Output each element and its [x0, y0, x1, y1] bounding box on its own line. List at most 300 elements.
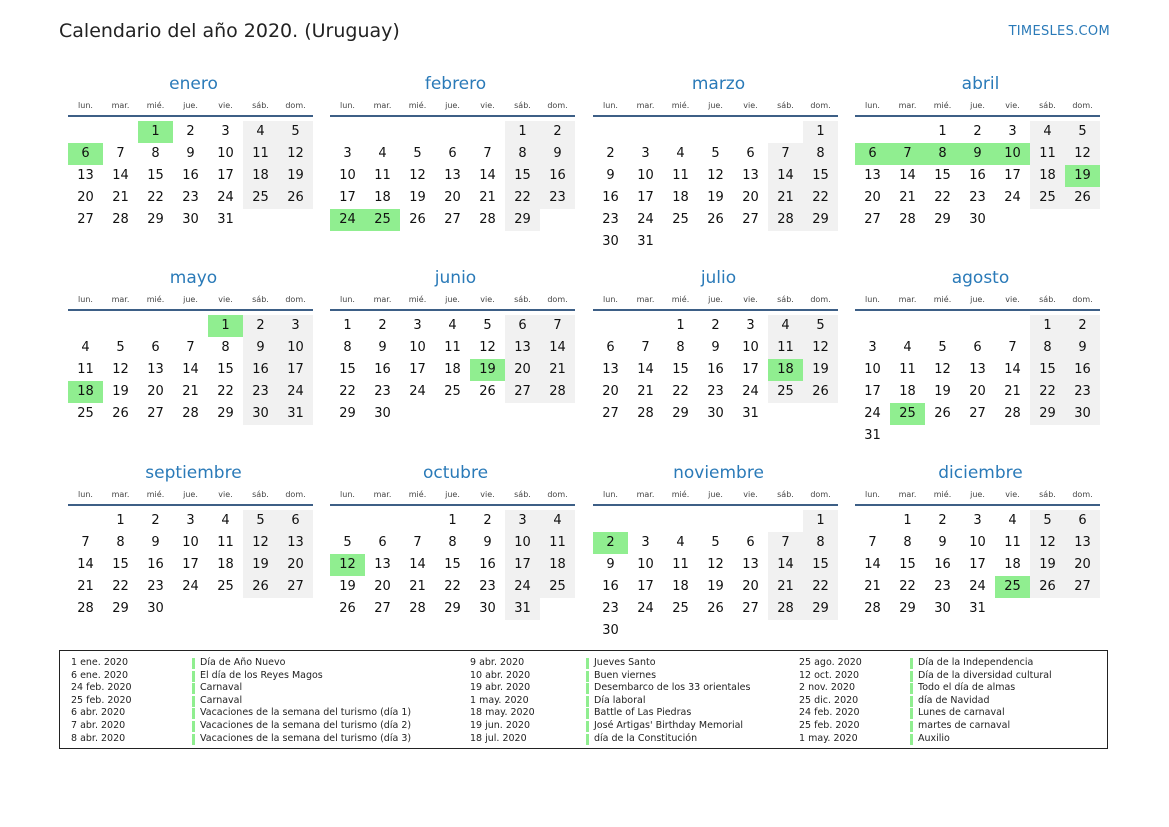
day-cell[interactable]: 24: [864, 406, 881, 421]
day-cell[interactable]: 27: [147, 406, 164, 421]
day-cell[interactable]: 21: [112, 190, 129, 205]
day-cell[interactable]: 8: [1030, 337, 1065, 359]
day-cell[interactable]: 4: [676, 535, 685, 550]
day-cell[interactable]: 27: [278, 576, 313, 598]
day-cell[interactable]: 21: [768, 576, 803, 598]
day-cell[interactable]: 16: [374, 362, 391, 377]
day-cell[interactable]: 2: [483, 513, 492, 528]
day-cell[interactable]: 26: [278, 187, 313, 209]
day-cell[interactable]: 2: [151, 513, 160, 528]
day-cell[interactable]: 6: [448, 146, 457, 161]
day-cell[interactable]: 28: [637, 406, 654, 421]
day-cell[interactable]: 29: [147, 212, 164, 227]
day-cell[interactable]: 29: [505, 209, 540, 231]
day-cell[interactable]: 4: [540, 510, 575, 532]
day-cell[interactable]: 4: [448, 318, 457, 333]
day-cell[interactable]: 7: [116, 146, 125, 161]
day-cell[interactable]: 20: [505, 359, 540, 381]
holiday-day-cell[interactable]: 6: [68, 143, 103, 165]
day-cell[interactable]: 6: [378, 535, 387, 550]
day-cell[interactable]: 5: [343, 535, 352, 550]
day-cell[interactable]: 7: [81, 535, 90, 550]
day-cell[interactable]: 20: [444, 190, 461, 205]
day-cell[interactable]: 19: [409, 190, 426, 205]
day-cell[interactable]: 13: [1065, 532, 1100, 554]
day-cell[interactable]: 9: [483, 535, 492, 550]
day-cell[interactable]: 20: [742, 579, 759, 594]
day-cell[interactable]: 30: [934, 601, 951, 616]
day-cell[interactable]: 7: [768, 143, 803, 165]
day-cell[interactable]: 4: [676, 146, 685, 161]
day-cell[interactable]: 16: [1065, 359, 1100, 381]
day-cell[interactable]: 26: [339, 601, 356, 616]
day-cell[interactable]: 14: [768, 554, 803, 576]
day-cell[interactable]: 26: [243, 576, 278, 598]
day-cell[interactable]: 17: [339, 190, 356, 205]
day-cell[interactable]: 23: [374, 384, 391, 399]
day-cell[interactable]: 24: [278, 381, 313, 403]
day-cell[interactable]: 8: [116, 535, 125, 550]
day-cell[interactable]: 17: [1004, 168, 1021, 183]
day-cell[interactable]: 14: [899, 168, 916, 183]
day-cell[interactable]: 26: [707, 212, 724, 227]
day-cell[interactable]: 21: [864, 579, 881, 594]
day-cell[interactable]: 25: [217, 579, 234, 594]
day-cell[interactable]: 19: [934, 384, 951, 399]
day-cell[interactable]: 24: [505, 576, 540, 598]
day-cell[interactable]: 10: [339, 168, 356, 183]
day-cell[interactable]: 19: [339, 579, 356, 594]
day-cell[interactable]: 8: [151, 146, 160, 161]
day-cell[interactable]: 4: [243, 121, 278, 143]
holiday-day-cell[interactable]: 18: [68, 381, 103, 403]
day-cell[interactable]: 10: [637, 557, 654, 572]
day-cell[interactable]: 13: [147, 362, 164, 377]
day-cell[interactable]: 30: [374, 406, 391, 421]
day-cell[interactable]: 19: [243, 554, 278, 576]
day-cell[interactable]: 16: [602, 579, 619, 594]
day-cell[interactable]: 14: [77, 557, 94, 572]
day-cell[interactable]: 1: [803, 510, 838, 532]
day-cell[interactable]: 8: [903, 535, 912, 550]
day-cell[interactable]: 18: [672, 190, 689, 205]
day-cell[interactable]: 22: [505, 187, 540, 209]
day-cell[interactable]: 5: [1030, 510, 1065, 532]
day-cell[interactable]: 7: [186, 340, 195, 355]
day-cell[interactable]: 19: [803, 359, 838, 381]
day-cell[interactable]: 22: [803, 576, 838, 598]
day-cell[interactable]: 17: [969, 557, 986, 572]
day-cell[interactable]: 28: [409, 601, 426, 616]
day-cell[interactable]: 10: [217, 146, 234, 161]
day-cell[interactable]: 7: [768, 532, 803, 554]
day-cell[interactable]: 19: [278, 165, 313, 187]
day-cell[interactable]: 30: [182, 212, 199, 227]
day-cell[interactable]: 25: [672, 601, 689, 616]
day-cell[interactable]: 22: [112, 579, 129, 594]
day-cell[interactable]: 3: [973, 513, 982, 528]
day-cell[interactable]: 10: [182, 535, 199, 550]
day-cell[interactable]: 2: [973, 124, 982, 139]
day-cell[interactable]: 12: [707, 557, 724, 572]
day-cell[interactable]: 2: [243, 315, 278, 337]
day-cell[interactable]: 9: [711, 340, 720, 355]
day-cell[interactable]: 31: [864, 428, 881, 443]
day-cell[interactable]: 6: [746, 535, 755, 550]
day-cell[interactable]: 5: [803, 315, 838, 337]
day-cell[interactable]: 3: [413, 318, 422, 333]
day-cell[interactable]: 24: [637, 601, 654, 616]
day-cell[interactable]: 7: [483, 146, 492, 161]
day-cell[interactable]: 13: [505, 337, 540, 359]
day-cell[interactable]: 10: [742, 340, 759, 355]
day-cell[interactable]: 14: [182, 362, 199, 377]
day-cell[interactable]: 20: [742, 190, 759, 205]
day-cell[interactable]: 23: [147, 579, 164, 594]
day-cell[interactable]: 11: [1004, 535, 1021, 550]
day-cell[interactable]: 10: [505, 532, 540, 554]
day-cell[interactable]: 11: [899, 362, 916, 377]
day-cell[interactable]: 24: [409, 384, 426, 399]
day-cell[interactable]: 15: [444, 557, 461, 572]
day-cell[interactable]: 16: [602, 190, 619, 205]
holiday-day-cell[interactable]: 19: [1065, 165, 1100, 187]
day-cell[interactable]: 27: [444, 212, 461, 227]
day-cell[interactable]: 22: [217, 384, 234, 399]
day-cell[interactable]: 19: [112, 384, 129, 399]
day-cell[interactable]: 16: [147, 557, 164, 572]
day-cell[interactable]: 20: [864, 190, 881, 205]
day-cell[interactable]: 3: [343, 146, 352, 161]
day-cell[interactable]: 20: [77, 190, 94, 205]
day-cell[interactable]: 28: [864, 601, 881, 616]
day-cell[interactable]: 15: [217, 362, 234, 377]
day-cell[interactable]: 29: [803, 598, 838, 620]
day-cell[interactable]: 13: [77, 168, 94, 183]
day-cell[interactable]: 18: [243, 165, 278, 187]
day-cell[interactable]: 25: [1030, 187, 1065, 209]
day-cell[interactable]: 11: [217, 535, 234, 550]
holiday-day-cell[interactable]: 1: [208, 315, 243, 337]
day-cell[interactable]: 3: [186, 513, 195, 528]
day-cell[interactable]: 2: [711, 318, 720, 333]
holiday-day-cell[interactable]: 1: [138, 121, 173, 143]
day-cell[interactable]: 5: [243, 510, 278, 532]
day-cell[interactable]: 29: [803, 209, 838, 231]
day-cell[interactable]: 1: [938, 124, 947, 139]
day-cell[interactable]: 1: [903, 513, 912, 528]
holiday-day-cell[interactable]: 8: [925, 143, 960, 165]
day-cell[interactable]: 14: [768, 165, 803, 187]
day-cell[interactable]: 14: [1004, 362, 1021, 377]
day-cell[interactable]: 17: [637, 190, 654, 205]
day-cell[interactable]: 14: [479, 168, 496, 183]
day-cell[interactable]: 13: [374, 557, 391, 572]
day-cell[interactable]: 29: [217, 406, 234, 421]
day-cell[interactable]: 3: [641, 146, 650, 161]
day-cell[interactable]: 26: [934, 406, 951, 421]
holiday-day-cell[interactable]: 10: [995, 143, 1030, 165]
day-cell[interactable]: 13: [444, 168, 461, 183]
day-cell[interactable]: 16: [707, 362, 724, 377]
day-cell[interactable]: 20: [1065, 554, 1100, 576]
day-cell[interactable]: 2: [938, 513, 947, 528]
brand-link[interactable]: TIMESLES.COM: [1008, 24, 1110, 39]
day-cell[interactable]: 11: [374, 168, 391, 183]
day-cell[interactable]: 26: [479, 384, 496, 399]
day-cell[interactable]: 11: [672, 557, 689, 572]
day-cell[interactable]: 18: [899, 384, 916, 399]
day-cell[interactable]: 23: [479, 579, 496, 594]
day-cell[interactable]: 6: [746, 146, 755, 161]
day-cell[interactable]: 21: [637, 384, 654, 399]
day-cell[interactable]: 23: [934, 579, 951, 594]
day-cell[interactable]: 17: [409, 362, 426, 377]
day-cell[interactable]: 28: [479, 212, 496, 227]
day-cell[interactable]: 15: [147, 168, 164, 183]
day-cell[interactable]: 12: [1030, 532, 1065, 554]
holiday-day-cell[interactable]: 25: [890, 403, 925, 425]
day-cell[interactable]: 2: [1065, 315, 1100, 337]
day-cell[interactable]: 15: [505, 165, 540, 187]
day-cell[interactable]: 12: [803, 337, 838, 359]
day-cell[interactable]: 31: [969, 601, 986, 616]
day-cell[interactable]: 30: [602, 234, 619, 249]
day-cell[interactable]: 29: [934, 212, 951, 227]
day-cell[interactable]: 4: [221, 513, 230, 528]
day-cell[interactable]: 30: [969, 212, 986, 227]
day-cell[interactable]: 17: [217, 168, 234, 183]
day-cell[interactable]: 19: [707, 190, 724, 205]
day-cell[interactable]: 29: [672, 406, 689, 421]
day-cell[interactable]: 6: [151, 340, 160, 355]
day-cell[interactable]: 28: [899, 212, 916, 227]
day-cell[interactable]: 22: [934, 190, 951, 205]
day-cell[interactable]: 11: [540, 532, 575, 554]
day-cell[interactable]: 16: [479, 557, 496, 572]
day-cell[interactable]: 29: [1030, 403, 1065, 425]
day-cell[interactable]: 15: [339, 362, 356, 377]
day-cell[interactable]: 15: [803, 554, 838, 576]
day-cell[interactable]: 21: [77, 579, 94, 594]
day-cell[interactable]: 13: [602, 362, 619, 377]
day-cell[interactable]: 8: [343, 340, 352, 355]
day-cell[interactable]: 25: [77, 406, 94, 421]
day-cell[interactable]: 3: [746, 318, 755, 333]
day-cell[interactable]: 22: [339, 384, 356, 399]
day-cell[interactable]: 28: [1004, 406, 1021, 421]
day-cell[interactable]: 10: [278, 337, 313, 359]
day-cell[interactable]: 17: [182, 557, 199, 572]
day-cell[interactable]: 12: [1065, 143, 1100, 165]
holiday-day-cell[interactable]: 18: [768, 359, 803, 381]
day-cell[interactable]: 6: [973, 340, 982, 355]
day-cell[interactable]: 18: [217, 557, 234, 572]
day-cell[interactable]: 29: [339, 406, 356, 421]
day-cell[interactable]: 31: [742, 406, 759, 421]
day-cell[interactable]: 19: [707, 579, 724, 594]
day-cell[interactable]: 18: [540, 554, 575, 576]
day-cell[interactable]: 18: [672, 579, 689, 594]
day-cell[interactable]: 24: [217, 190, 234, 205]
day-cell[interactable]: 27: [505, 381, 540, 403]
day-cell[interactable]: 5: [938, 340, 947, 355]
day-cell[interactable]: 23: [602, 212, 619, 227]
holiday-day-cell[interactable]: 6: [855, 143, 890, 165]
day-cell[interactable]: 15: [899, 557, 916, 572]
day-cell[interactable]: 23: [969, 190, 986, 205]
day-cell[interactable]: 2: [378, 318, 387, 333]
holiday-day-cell[interactable]: 12: [330, 554, 365, 576]
day-cell[interactable]: 18: [374, 190, 391, 205]
day-cell[interactable]: 24: [742, 384, 759, 399]
day-cell[interactable]: 16: [243, 359, 278, 381]
day-cell[interactable]: 17: [505, 554, 540, 576]
day-cell[interactable]: 24: [1004, 190, 1021, 205]
day-cell[interactable]: 12: [409, 168, 426, 183]
day-cell[interactable]: 4: [1030, 121, 1065, 143]
day-cell[interactable]: 25: [444, 384, 461, 399]
day-cell[interactable]: 21: [409, 579, 426, 594]
day-cell[interactable]: 1: [448, 513, 457, 528]
holiday-day-cell[interactable]: 2: [593, 532, 628, 554]
day-cell[interactable]: 12: [934, 362, 951, 377]
day-cell[interactable]: 15: [672, 362, 689, 377]
day-cell[interactable]: 28: [768, 598, 803, 620]
day-cell[interactable]: 30: [147, 601, 164, 616]
day-cell[interactable]: 20: [602, 384, 619, 399]
day-cell[interactable]: 11: [77, 362, 94, 377]
day-cell[interactable]: 15: [112, 557, 129, 572]
day-cell[interactable]: 29: [899, 601, 916, 616]
day-cell[interactable]: 1: [1030, 315, 1065, 337]
day-cell[interactable]: 4: [903, 340, 912, 355]
day-cell[interactable]: 9: [151, 535, 160, 550]
day-cell[interactable]: 10: [969, 535, 986, 550]
day-cell[interactable]: 30: [707, 406, 724, 421]
day-cell[interactable]: 6: [1065, 510, 1100, 532]
day-cell[interactable]: 29: [444, 601, 461, 616]
day-cell[interactable]: 10: [864, 362, 881, 377]
day-cell[interactable]: 2: [540, 121, 575, 143]
day-cell[interactable]: 9: [606, 557, 615, 572]
day-cell[interactable]: 25: [243, 187, 278, 209]
day-cell[interactable]: 28: [77, 601, 94, 616]
day-cell[interactable]: 22: [147, 190, 164, 205]
day-cell[interactable]: 22: [899, 579, 916, 594]
day-cell[interactable]: 1: [116, 513, 125, 528]
day-cell[interactable]: 6: [606, 340, 615, 355]
day-cell[interactable]: 1: [803, 121, 838, 143]
day-cell[interactable]: 9: [378, 340, 387, 355]
day-cell[interactable]: 26: [803, 381, 838, 403]
day-cell[interactable]: 13: [969, 362, 986, 377]
day-cell[interactable]: 25: [540, 576, 575, 598]
day-cell[interactable]: 1: [676, 318, 685, 333]
day-cell[interactable]: 11: [672, 168, 689, 183]
day-cell[interactable]: 27: [864, 212, 881, 227]
day-cell[interactable]: 7: [641, 340, 650, 355]
day-cell[interactable]: 27: [374, 601, 391, 616]
day-cell[interactable]: 17: [278, 359, 313, 381]
day-cell[interactable]: 14: [409, 557, 426, 572]
day-cell[interactable]: 30: [479, 601, 496, 616]
day-cell[interactable]: 28: [182, 406, 199, 421]
day-cell[interactable]: 20: [969, 384, 986, 399]
day-cell[interactable]: 26: [1065, 187, 1100, 209]
day-cell[interactable]: 10: [637, 168, 654, 183]
day-cell[interactable]: 11: [243, 143, 278, 165]
day-cell[interactable]: 15: [1030, 359, 1065, 381]
holiday-day-cell[interactable]: 9: [960, 143, 995, 165]
day-cell[interactable]: 5: [711, 535, 720, 550]
day-cell[interactable]: 25: [672, 212, 689, 227]
day-cell[interactable]: 30: [1065, 403, 1100, 425]
day-cell[interactable]: 5: [1065, 121, 1100, 143]
day-cell[interactable]: 4: [378, 146, 387, 161]
day-cell[interactable]: 21: [1004, 384, 1021, 399]
day-cell[interactable]: 1: [343, 318, 352, 333]
day-cell[interactable]: 24: [969, 579, 986, 594]
day-cell[interactable]: 9: [938, 535, 947, 550]
day-cell[interactable]: 8: [676, 340, 685, 355]
day-cell[interactable]: 13: [742, 168, 759, 183]
day-cell[interactable]: 24: [637, 212, 654, 227]
day-cell[interactable]: 11: [444, 340, 461, 355]
day-cell[interactable]: 11: [768, 337, 803, 359]
day-cell[interactable]: 13: [278, 532, 313, 554]
day-cell[interactable]: 30: [243, 403, 278, 425]
day-cell[interactable]: 23: [540, 187, 575, 209]
day-cell[interactable]: 31: [217, 212, 234, 227]
day-cell[interactable]: 26: [112, 406, 129, 421]
day-cell[interactable]: 27: [742, 601, 759, 616]
holiday-day-cell[interactable]: 7: [890, 143, 925, 165]
day-cell[interactable]: 14: [637, 362, 654, 377]
day-cell[interactable]: 18: [444, 362, 461, 377]
day-cell[interactable]: 8: [221, 340, 230, 355]
day-cell[interactable]: 10: [409, 340, 426, 355]
day-cell[interactable]: 6: [505, 315, 540, 337]
day-cell[interactable]: 8: [505, 143, 540, 165]
day-cell[interactable]: 21: [479, 190, 496, 205]
day-cell[interactable]: 4: [1008, 513, 1017, 528]
day-cell[interactable]: 16: [182, 168, 199, 183]
day-cell[interactable]: 12: [112, 362, 129, 377]
day-cell[interactable]: 16: [969, 168, 986, 183]
day-cell[interactable]: 3: [1008, 124, 1017, 139]
day-cell[interactable]: 5: [278, 121, 313, 143]
day-cell[interactable]: 23: [182, 190, 199, 205]
day-cell[interactable]: 20: [147, 384, 164, 399]
day-cell[interactable]: 11: [1030, 143, 1065, 165]
day-cell[interactable]: 26: [707, 601, 724, 616]
day-cell[interactable]: 22: [672, 384, 689, 399]
day-cell[interactable]: 21: [182, 384, 199, 399]
day-cell[interactable]: 7: [413, 535, 422, 550]
day-cell[interactable]: 4: [768, 315, 803, 337]
day-cell[interactable]: 21: [768, 187, 803, 209]
day-cell[interactable]: 28: [112, 212, 129, 227]
day-cell[interactable]: 15: [934, 168, 951, 183]
day-cell[interactable]: 18: [1004, 557, 1021, 572]
day-cell[interactable]: 26: [409, 212, 426, 227]
day-cell[interactable]: 28: [540, 381, 575, 403]
day-cell[interactable]: 27: [602, 406, 619, 421]
day-cell[interactable]: 15: [803, 165, 838, 187]
day-cell[interactable]: 28: [768, 209, 803, 231]
day-cell[interactable]: 30: [602, 623, 619, 638]
